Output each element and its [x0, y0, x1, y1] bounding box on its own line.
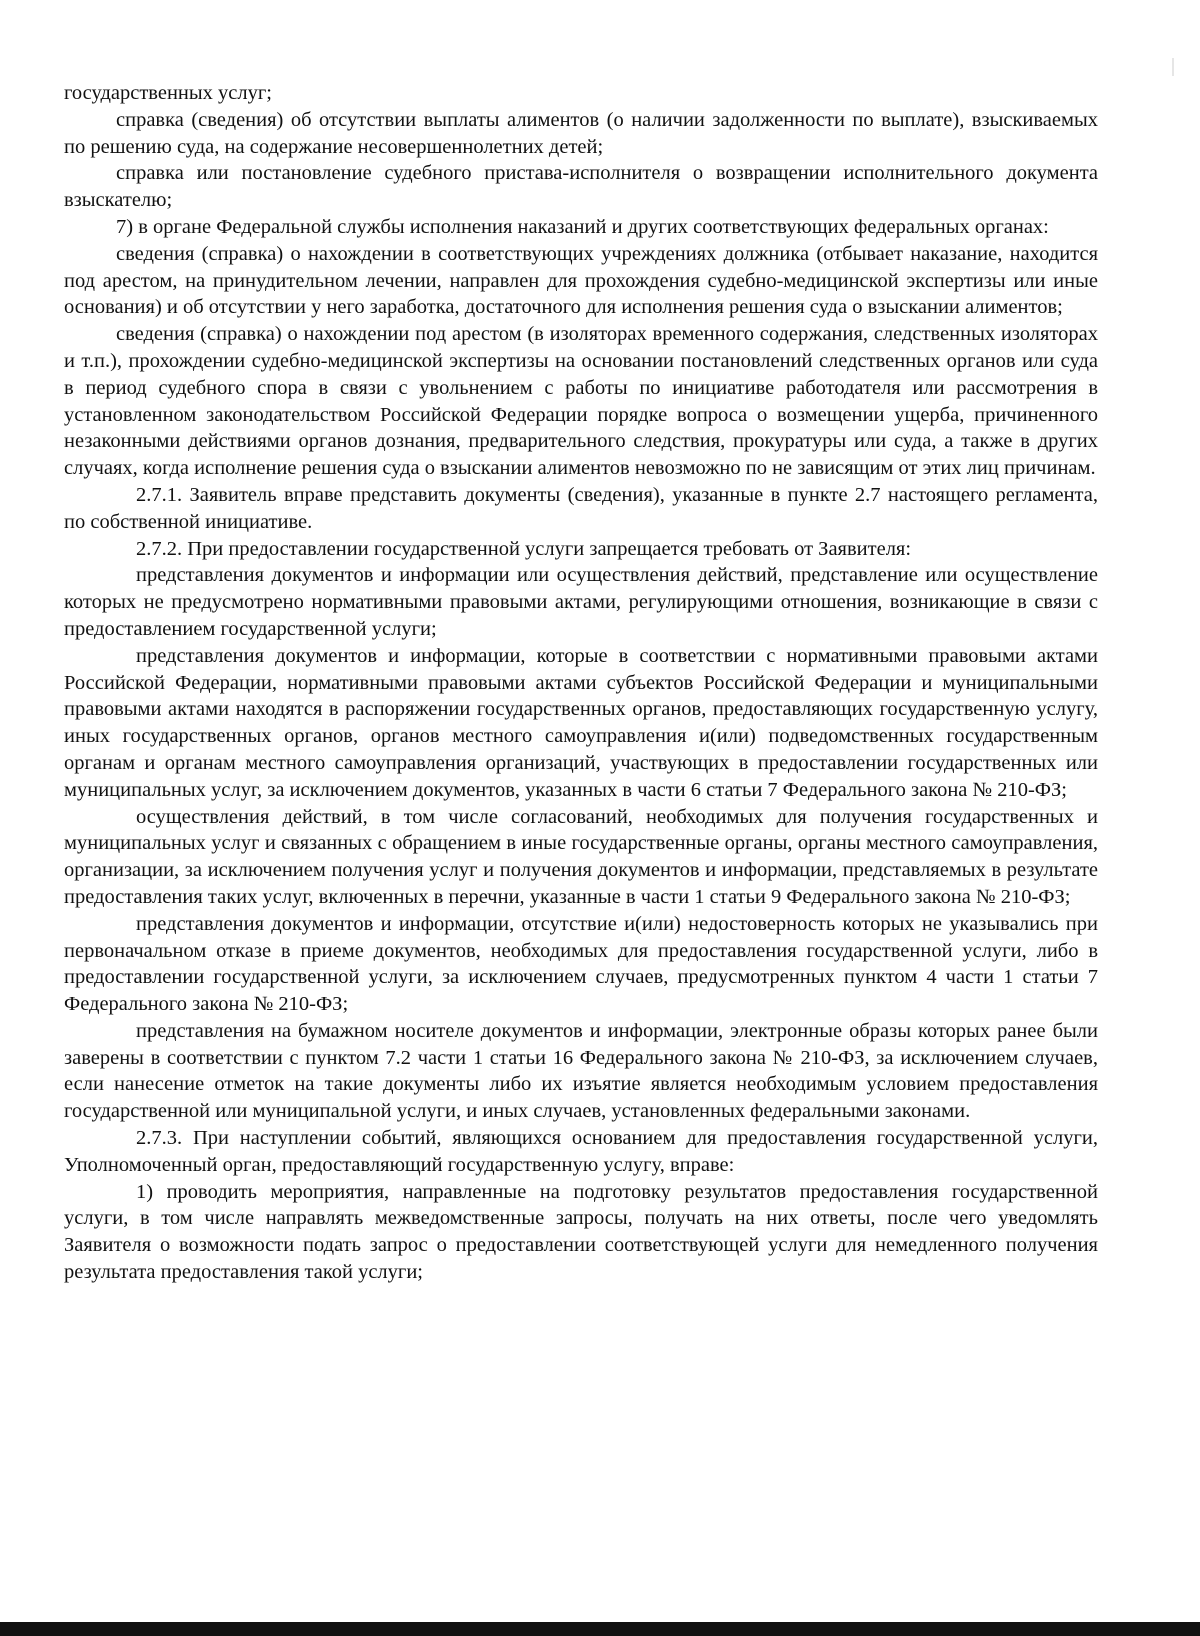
scan-edge [0, 1622, 1200, 1636]
paragraph: представления документов и информации или осуществления действий, представление или осуществление которых не предусмотрено нормативными правовыми актами, регулирующими отношения, возникающие в связи с предоставлением государственной услуги; [64, 564, 1098, 640]
scan-artifact [1172, 58, 1174, 76]
paragraph: представления на бумажном носителе документов и информации, электронные образы которых ранее были заверены в соответствии с пунктом 7.2 части 1 статьи 16 Федерального закона № 210-ФЗ, за исключением случаев, если нанесение отметок на такие документы либо их изъятие является необходимым условием предоставления государственной или муниципальной услуги, и иных случаев, установленных федеральными законами. [64, 1019, 1098, 1123]
paragraph: сведения (справка) о нахождении в соответствующих учреждениях должника (отбывает наказание, находится под арестом, на принудительном лечении, направлен для прохождения судебно-медицинской экспертизы или иные основания) и об отсутствии у него заработка, достаточного для исполнения решения суда о взыскании алиментов; [64, 242, 1098, 319]
paragraph: 2.7.2. При предоставлении государственной услуги запрещается требовать от Заявителя: [136, 537, 912, 560]
paragraph: 7) в органе Федеральной службы исполнения наказаний и других соответствующих федеральных органах: [116, 215, 1049, 238]
paragraph: государственных услуг; [64, 82, 272, 104]
paragraph: представления документов и информации, которые в соответствии с нормативными правовыми актами Российской Федерации, нормативными правовыми актами субъектов Российской Федерации и муниципальными правовыми актами находятся в распоряжении государственных органов, предоставляющих государственную услугу, иных государственных органов, органов местного самоуправления и(или) подведомственных государственным органам и органам местного самоуправления организаций, участвующих в предоставлении государственных или муниципальных услуг, за исключением документов, указанных в части 6 статьи 7 Федерального закона № 210-ФЗ; [64, 644, 1098, 801]
paragraph: 2.7.3. При наступлении событий, являющихся основанием для предоставления государственной услуги, Уполномоченный орган, предоставляющий государственную услугу, вправе: [64, 1127, 1098, 1176]
paragraph: справка или постановление судебного пристава-исполнителя о возвращении исполнительного документа взыскателю; [64, 162, 1098, 212]
paragraph: 2.7.1. Заявитель вправе представить документы (сведения), указанные в пункте 2.7 настоящего регламента, по собственной инициативе. [64, 483, 1098, 533]
paragraph: справка (сведения) об отсутствии выплаты алиментов (о наличии задолженности по выплате), взыскиваемых по решению суда, на содержание несовершеннолетних детей; [64, 108, 1098, 158]
paragraph: осуществления действий, в том числе согласований, необходимых для получения государственных и муниципальных услуг и связанных с обращением в иные государственные органы, органы местного самоуправления, организации, за исключением получения услуг и получения документов и информации, представляемых в результате предоставления таких услуг, включенных в перечни, указанные в части 1 статьи 9 Федерального закона № 210-ФЗ; [64, 805, 1098, 908]
document-body [64, 80, 1098, 1286]
paragraph: сведения (справка) о нахождении под арестом (в изоляторах временного содержания, следственных изоляторах и т.п.), прохождении судебно-медицинской экспертизы на основании постановлений следственных органов или суда в период судебного спора в связи с увольнением с работы по инициативе работодателя или рассмотрения в установленном законодательством Российской Федерации порядке вопроса о возмещении ущерба, причиненного незаконными действиями органов дознания, предварительного следствия, прокуратуры или суда, а также в других случаях, когда исполнение решения суда о взыскании алиментов невозможно по не зависящим от этих лиц причинам. [64, 323, 1098, 480]
paragraph: представления документов и информации, отсутствие и(или) недостоверность которых не указывались при первоначальном отказе в приеме документов, необходимых для предоставления государственной услуги, либо в предоставлении государственной услуги, за исключением случаев, предусмотренных пунктом 4 части 1 статьи 7 Федерального закона № 210-ФЗ; [64, 912, 1098, 1016]
paragraph: 1) проводить мероприятия, направленные на подготовку результатов предоставления государственной услуги, в том числе направлять межведомственные запросы, получать на них ответы, после чего уведомлять Заявителя о возможности подать запрос о предоставлении соответствующей услуги для немедленного получения результата предоставления такой услуги; [64, 1180, 1098, 1284]
